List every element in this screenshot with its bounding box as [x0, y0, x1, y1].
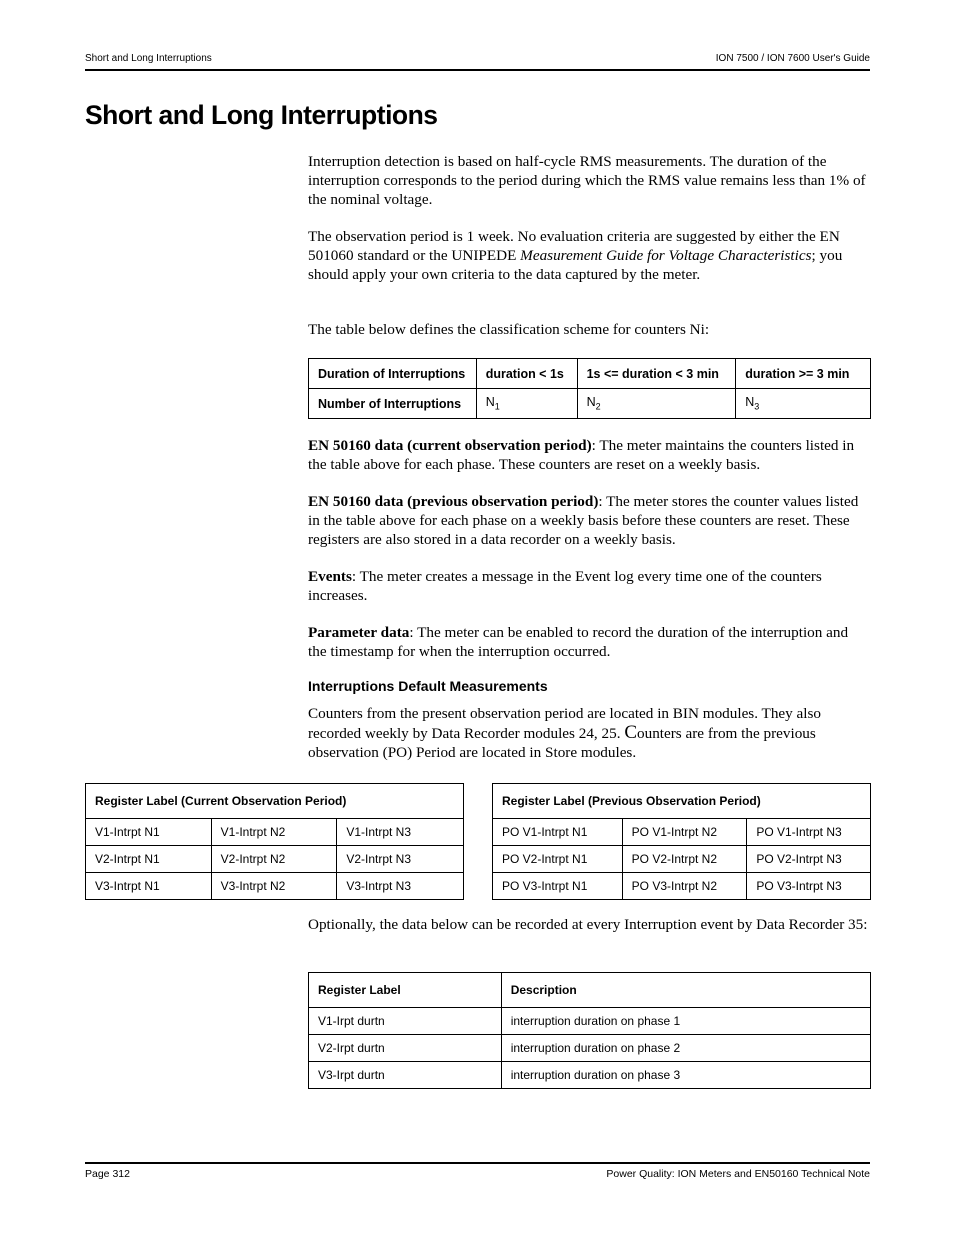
table-row	[309, 1008, 871, 1035]
table-cell: Number of Interruptions	[309, 389, 477, 419]
table-cell: V1-Irpt durtn	[309, 1008, 502, 1035]
table-header: Register Label	[309, 973, 502, 1008]
table-cell: PO V3-Intrpt N3	[747, 873, 871, 900]
table-cell: V3-Intrpt N1	[86, 873, 212, 900]
table-cell: V3-Intrpt N2	[211, 873, 337, 900]
table-cell: V1-Intrpt N1	[86, 819, 212, 846]
paragraph-default-measurements	[308, 704, 870, 762]
table-cell: V3-Intrpt N3	[337, 873, 464, 900]
footer-rule	[85, 1162, 870, 1164]
paragraph-observation	[308, 227, 870, 284]
table-cell: V1-Intrpt N3	[337, 819, 464, 846]
table-row	[86, 819, 464, 846]
paragraph-previous-period	[308, 492, 870, 549]
table-row	[493, 819, 871, 846]
table-cell: PO V1-Intrpt N2	[622, 819, 747, 846]
paragraph-term: Parameter data	[308, 624, 410, 641]
table-cell: PO V2-Intrpt N1	[493, 846, 623, 873]
table-row	[86, 873, 464, 900]
paragraph-events	[308, 567, 870, 605]
table-row	[309, 359, 871, 389]
table-row	[86, 784, 464, 819]
counter-n2: $N_2$	[577, 389, 736, 419]
table-header: Description	[501, 973, 870, 1008]
table-cell: V1-Intrpt N2	[211, 819, 337, 846]
guide-title: Measurement Guide for Voltage Characteristics	[520, 247, 812, 264]
paragraph-text: : The meter can be enabled to record the duration of the interruption and the timestamp for when the interruption occurred.	[308, 624, 849, 660]
table-row	[309, 973, 871, 1008]
counter-n1: $N_1$	[476, 389, 577, 419]
table-row	[493, 873, 871, 900]
counter-n3: $N_3$	[736, 389, 871, 419]
table-cell: PO V3-Intrpt N2	[622, 873, 747, 900]
current-registers-table	[85, 783, 464, 900]
table-cell: PO V3-Intrpt N1	[493, 873, 623, 900]
table-cell: PO V2-Intrpt N2	[622, 846, 747, 873]
table-cell: PO V2-Intrpt N3	[747, 846, 871, 873]
table-cell: Duration of Interruptions	[309, 359, 477, 389]
paragraph-text: The table below defines the classification scheme for counters Ni:	[308, 321, 710, 338]
paragraph-text: ounters are from the previous observation (PO) Period are located in Store modules.	[308, 725, 816, 761]
table-row	[493, 846, 871, 873]
paragraph-text: Interruption detection is based on half-cycle RMS measurements. The duration of the interruption corresponds to the period during which the RMS value remains less than 1% of the nominal voltage.	[308, 153, 866, 208]
paragraph-text: ; you should apply your own criteria to the data captured by the meter.	[308, 247, 843, 283]
paragraph-text: Optionally, the data below can be recorded at every Interruption event by Data Recorder 35:	[308, 916, 868, 933]
paragraph-term: EN 50160 data (current observation period)	[308, 437, 592, 454]
large-initial: C	[624, 722, 637, 743]
table-cell: 1s <= duration < 3 min	[577, 359, 736, 389]
table-cell: duration < 1s	[476, 359, 577, 389]
table-cell: PO V1-Intrpt N1	[493, 819, 623, 846]
table-cell: V2-Intrpt N2	[211, 846, 337, 873]
running-header-section: Short and Long Interruptions	[85, 53, 212, 64]
paragraph-term: EN 50160 data (previous observation period)	[308, 493, 599, 510]
table-cell: V2-Intrpt N3	[337, 846, 464, 873]
section-subheading: Interruptions Default Measurements	[308, 678, 548, 694]
document-title: Power Quality: ION Meters and EN50160 Technical Note	[606, 1168, 870, 1180]
table-cell: PO V1-Intrpt N3	[747, 819, 871, 846]
table-cell: V2-Intrpt N1	[86, 846, 212, 873]
table-header: Register Label (Previous Observation Period)	[493, 784, 871, 819]
paragraph-data-recorder	[308, 915, 870, 934]
running-header-guide: ION 7500 / ION 7600 User's Guide	[715, 53, 870, 64]
recorder-table	[308, 972, 871, 1089]
previous-registers-table	[492, 783, 871, 900]
paragraph-table-intro	[308, 320, 870, 339]
paragraph-text: Counters from the present observation period are located in BIN modules. They also recorded weekly by Data Recorder modules 24, 25.	[308, 705, 822, 742]
table-row	[493, 784, 871, 819]
table-cell: interruption duration on phase 2	[501, 1035, 870, 1062]
header-rule	[85, 69, 870, 71]
classification-table	[308, 358, 871, 419]
paragraph-text: : The meter stores the counter values listed in the table above for each phase on a weekly basis before these counters are reset. These registers are also stored in a data recorder on a weekly basis.	[308, 493, 859, 548]
paragraph-detection	[308, 152, 870, 209]
table-cell: duration >= 3 min	[736, 359, 871, 389]
table-cell: interruption duration on phase 1	[501, 1008, 870, 1035]
table-row	[86, 846, 464, 873]
paragraph-text: : The meter maintains the counters listed in the table above for each phase. These counters are reset on a weekly basis.	[308, 437, 855, 473]
page-title: Short and Long Interruptions	[85, 100, 438, 130]
table-cell: V2-Irpt durtn	[309, 1035, 502, 1062]
paragraph-parameter-data	[308, 623, 870, 661]
table-header: Register Label (Current Observation Period)	[86, 784, 464, 819]
table-row	[309, 1035, 871, 1062]
table-row	[309, 389, 871, 419]
paragraph-text: The observation period is 1 week. No evaluation criteria are suggested by either the EN 501060 standard or the UNIPEDE	[308, 228, 840, 264]
table-row	[309, 1062, 871, 1089]
table-cell: V3-Irpt durtn	[309, 1062, 502, 1089]
table-cell: interruption duration on phase 3	[501, 1062, 870, 1089]
page-number: Page 312	[85, 1168, 130, 1180]
paragraph-text: : The meter creates a message in the Event log every time one of the counters increases.	[308, 568, 822, 604]
paragraph-current-period	[308, 436, 870, 474]
paragraph-term: Events	[308, 568, 352, 585]
